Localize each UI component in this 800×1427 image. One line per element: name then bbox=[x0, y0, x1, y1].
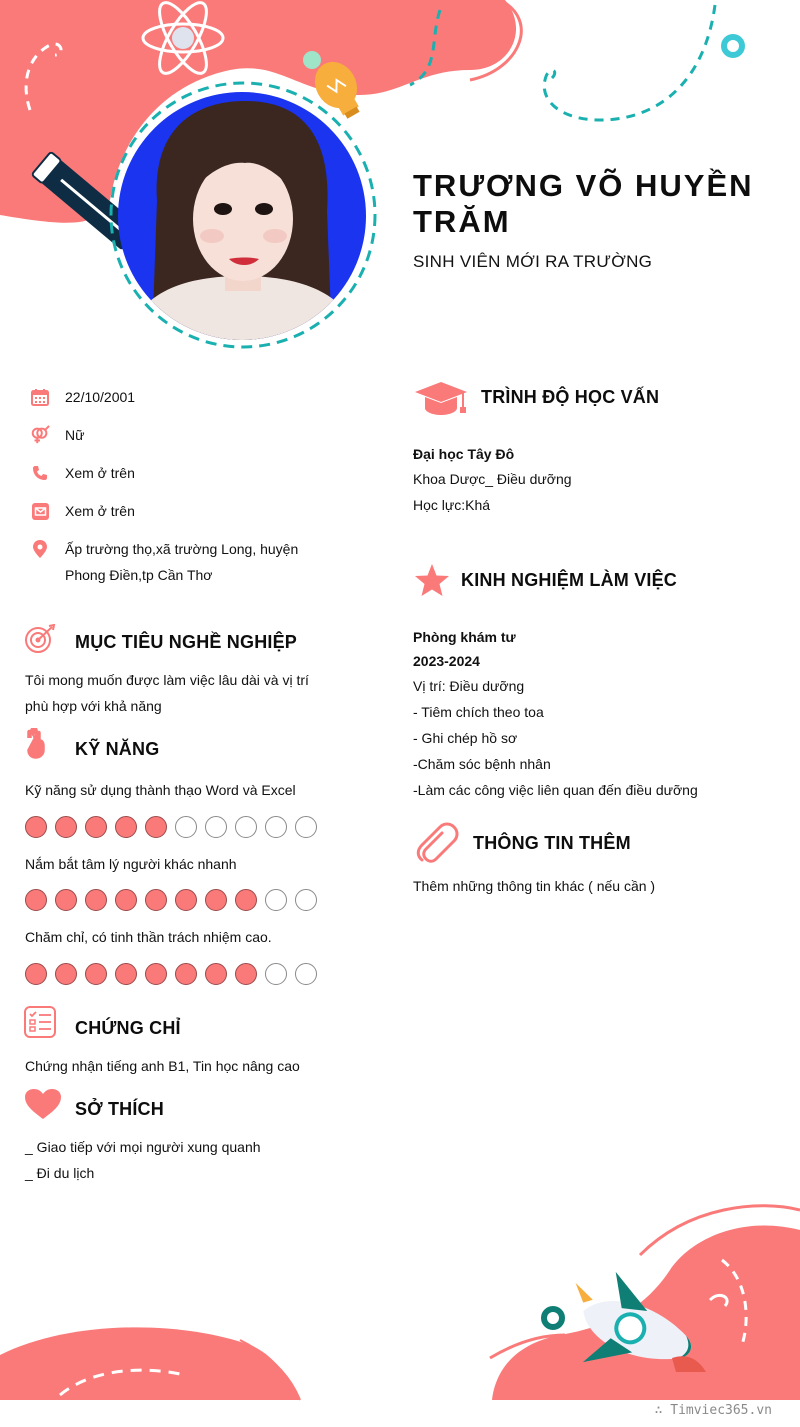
rating-dot-filled bbox=[235, 963, 257, 985]
location-pin-icon bbox=[30, 539, 50, 559]
rating-dot-filled bbox=[175, 889, 197, 911]
rating-dot-empty bbox=[295, 963, 317, 985]
gender-icon bbox=[30, 425, 50, 445]
rating-dot-filled bbox=[145, 816, 167, 838]
contact-address bbox=[30, 539, 325, 588]
experience-line: Vị trí: Điều dưỡng bbox=[413, 678, 525, 694]
birthday-text: 22/10/2001 bbox=[65, 389, 136, 405]
contact-email bbox=[30, 501, 325, 524]
heart-icon bbox=[24, 1088, 62, 1120]
checklist-icon bbox=[24, 1006, 56, 1038]
rating-dot-filled bbox=[115, 963, 137, 985]
experience-title: KINH NGHIỆM LÀM VIỆC bbox=[461, 570, 678, 590]
skills-title: KỸ NĂNG bbox=[75, 739, 160, 759]
calendar-icon bbox=[30, 387, 50, 407]
phone-text: Xem ở trên bbox=[65, 465, 135, 481]
rating-dot-empty bbox=[175, 816, 197, 838]
rating-dot-filled bbox=[55, 889, 77, 911]
rating-dot-filled bbox=[145, 889, 167, 911]
rating-dot-empty bbox=[265, 963, 287, 985]
rating-dot-filled bbox=[55, 963, 77, 985]
address-text: Ấp trường thọ,xã trường Long, huyện Phong Điền,tp Cần Thơ bbox=[65, 541, 299, 583]
rating-dot-filled bbox=[25, 963, 47, 985]
skill-rating bbox=[25, 963, 317, 985]
rating-dot-filled bbox=[115, 889, 137, 911]
rating-dot-filled bbox=[55, 816, 77, 838]
rating-dot-empty bbox=[265, 816, 287, 838]
hobbies-title: SỞ THÍCH bbox=[75, 1099, 164, 1119]
skill-name: Kỹ năng sử dụng thành thạo Word và Excel bbox=[25, 782, 296, 798]
experience-line: -Chăm sóc bệnh nhân bbox=[413, 756, 551, 772]
candidate-name: TRƯƠNG VÕ HUYỀN TRĂM bbox=[413, 168, 754, 239]
contact-gender bbox=[30, 425, 325, 448]
rating-dot-filled bbox=[175, 963, 197, 985]
extra-text: Thêm những thông tin khác ( nếu cần ) bbox=[413, 878, 656, 894]
rating-dot-filled bbox=[85, 816, 107, 838]
rating-dot-empty bbox=[235, 816, 257, 838]
rating-dot-filled bbox=[115, 816, 137, 838]
rating-dot-filled bbox=[205, 889, 227, 911]
contact-phone bbox=[30, 463, 325, 486]
certificates-text: Chứng nhận tiếng anh B1, Tin học nâng cao bbox=[25, 1058, 300, 1074]
rating-dot-empty bbox=[265, 889, 287, 911]
fist-icon bbox=[24, 728, 50, 760]
star-icon bbox=[414, 563, 450, 597]
skill-rating bbox=[25, 816, 317, 838]
candidate-role: SINH VIÊN MỚI RA TRƯỜNG bbox=[413, 252, 653, 271]
rating-dot-filled bbox=[85, 889, 107, 911]
education-title: TRÌNH ĐỘ HỌC VẤN bbox=[481, 387, 660, 407]
email-icon bbox=[30, 501, 50, 521]
phone-icon bbox=[30, 463, 50, 483]
skill-name: Nắm bắt tâm lý người khác nhanh bbox=[25, 856, 237, 872]
rating-dot-empty bbox=[295, 816, 317, 838]
rating-dot-filled bbox=[145, 963, 167, 985]
rating-dot-filled bbox=[235, 889, 257, 911]
paperclip-icon bbox=[414, 822, 460, 864]
grade-text: Học lực:Khá bbox=[413, 497, 491, 513]
skill-rating bbox=[25, 889, 317, 911]
experience-line: - Ghi chép hồ sơ bbox=[413, 730, 518, 746]
rating-dot-empty bbox=[205, 816, 227, 838]
target-icon bbox=[24, 624, 58, 654]
experience-line: - Tiêm chích theo toa bbox=[413, 704, 544, 720]
skill-name: Chăm chỉ, có tinh thần trách nhiệm cao. bbox=[25, 929, 272, 945]
rating-dot-filled bbox=[205, 963, 227, 985]
rating-dot-filled bbox=[25, 816, 47, 838]
profile-photo bbox=[117, 91, 367, 341]
watermark: ∴ Timviec365.vn bbox=[654, 1403, 772, 1418]
certificates-title: CHỨNG CHỈ bbox=[75, 1018, 181, 1038]
extra-title: THÔNG TIN THÊM bbox=[473, 833, 631, 853]
graduation-cap-icon bbox=[413, 380, 469, 416]
hobby-line: _ Giao tiếp với mọi người xung quanh bbox=[25, 1139, 261, 1155]
work-period: 2023-2024 bbox=[413, 653, 480, 669]
hobby-line: _ Đi du lịch bbox=[25, 1165, 95, 1181]
school-name: Đại học Tây Đô bbox=[413, 446, 515, 462]
company-name: Phòng khám tư bbox=[413, 629, 516, 645]
objective-text: Tôi mong muốn được làm việc lâu dài và vị trí phù hợp với khả năng bbox=[25, 672, 309, 714]
experience-line: -Làm các công việc liên quan đến điều dưỡng bbox=[413, 782, 698, 798]
rating-dot-filled bbox=[25, 889, 47, 911]
email-text: Xem ở trên bbox=[65, 503, 135, 519]
faculty-text: Khoa Dược_ Điều dưỡng bbox=[413, 471, 572, 487]
gender-text: Nữ bbox=[65, 427, 85, 443]
objective-title: MỤC TIÊU NGHỀ NGHIỆP bbox=[75, 632, 298, 652]
rating-dot-filled bbox=[85, 963, 107, 985]
contact-birthday bbox=[30, 387, 325, 410]
rating-dot-empty bbox=[295, 889, 317, 911]
